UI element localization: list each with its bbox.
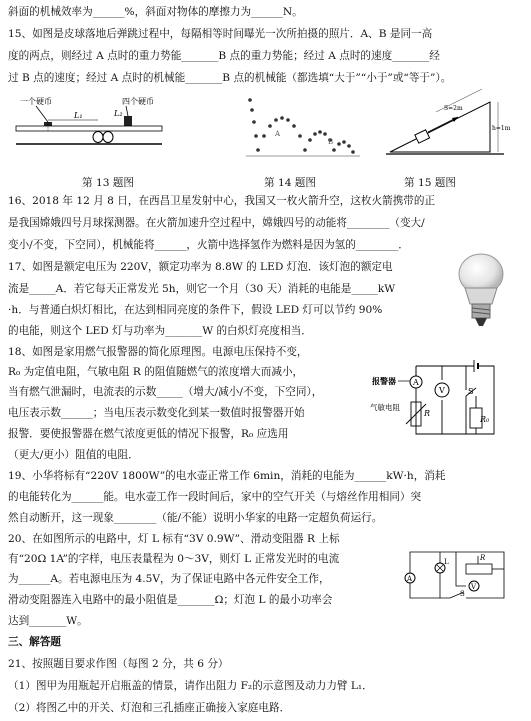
text-line: 电压表示数______；当电压表示数变化到某一数值时报警器开始 [8, 407, 305, 419]
figure-20-circuit [400, 542, 516, 608]
text-line: （1）图甲为用瓶起开启瓶盖的情景，请作出阻力 F₂的示意图及动力力臂 L₁． [8, 680, 373, 692]
text-line: 滑动变阻器连入电路中的最小阻值是_______Ω；灯泡 L 的最小功率会 [8, 594, 333, 606]
text-line: 18、如图是家用燃气报警器的简化原理图。电源电压保持不变， [8, 346, 308, 358]
figure-14-bouncing-ball [242, 92, 362, 164]
svg-text:A: A [413, 378, 419, 387]
text-line: 然自动断开，这一现象________（能/不能）说明小华家的电路一定超负荷运行。 [8, 512, 383, 524]
text-line: 当有燃气泄漏时，电流表的示数_____（增大/减小/不变，下空同）， [8, 386, 323, 398]
text-line: 21、按照题目要求作图（每图 2 分，共 6 分） [8, 658, 229, 670]
text-line: （2）将图乙中的开关、灯泡和三孔插座正确接入家庭电路． [8, 702, 291, 714]
label-gas-sensor: 气敏电阻 [370, 403, 400, 412]
figure-18-gas-alarm-circuit [370, 352, 510, 442]
text-line: 15、如图是皮球落地后弹跳过程中，每隔相等时间曝光一次所拍摄的照片．A、B 是同一高 [8, 28, 433, 40]
svg-text:R: R [480, 554, 486, 562]
svg-text:S: S [460, 590, 465, 598]
fulcrum-left [93, 132, 103, 143]
label-l2: L₂ [114, 109, 123, 118]
text-line: 过 B 点的速度；经过 A 点时的机械能_______B 点的机械能（都选填“大于”“小于”或“等于”）。 [8, 72, 452, 84]
text-line: 度的两点，则经过 A 点时的重力势能_______B 点的重力势能；经过 A 点时的速度_______经 [8, 50, 440, 62]
figure-17-led-bulb [452, 252, 510, 332]
svg-text:R₀: R₀ [480, 415, 490, 424]
text-line: 16、2018 年 12 月 8 日，在西昌卫星发射中心，我国又一枚火箭升空，这枚火箭携带的正 [8, 195, 436, 207]
text-line: ·h．与普通白炽灯相比，在达到相同亮度的条件下，假设 LED 灯可以节约 90% [8, 304, 383, 316]
bulb-tip [475, 318, 487, 326]
caption-fig14: 第 14 题图 [264, 177, 316, 189]
bulb-heatsink [465, 288, 497, 304]
text-line: 有“20Ω 1A”的字样，电压表量程为 0～3V，则灯 L 正常发光时的电流 [8, 553, 340, 565]
coins-right [124, 116, 132, 126]
text-line: （更大/更小）阻值的电阻． [8, 449, 139, 461]
text-line: R₀ 为定值电阻，气敏电阻 R 的阻值随燃气的浓度增大而减小， [8, 366, 304, 378]
text-line: 是我国嫦娥四号月球探测器。在火箭加速升空过程中，嫦娥四号的动能将________（变大/ [8, 217, 425, 229]
text-line: 19、小华将标有“220V 1800W”的电水壶正常工作 6min，消耗的电能为______kW·h，消耗 [8, 470, 446, 482]
lever-bar [16, 126, 162, 131]
caption-fig13: 第 13 题图 [82, 177, 134, 189]
text-line: 流是_____A．若它每天正常发光 5h，则它一个月（30 天）消耗的电能是_____kW [8, 283, 396, 295]
text-line: 的电能，则这个 LED 灯与功率为_______W 的白炽灯亮度相当． [8, 325, 312, 337]
svg-text:B: B [328, 138, 334, 146]
label-four-coins: 四个硬币 [122, 97, 154, 106]
svg-text:V: V [439, 386, 445, 395]
figure-13-lever [14, 92, 164, 162]
label-l1: L₁ [74, 111, 83, 120]
text-line: 为______A。若电源电压为 4.5V，为了保证电路中各元件安全工作， [8, 573, 330, 585]
svg-text:S: S [468, 387, 474, 396]
label-alarm: 报警器 [372, 377, 396, 386]
text-line: 的电能转化为______能。电水壶工作一段时间后，家中的空气开关（与熔丝作用相同）突 [8, 491, 422, 503]
label-s: S=2m [444, 105, 463, 112]
text-line: 变小/不变，下空同），机械能将______，火箭中选择氢作为燃料是因为氢的________． [8, 239, 409, 251]
text-line: 达到_______W。 [8, 615, 88, 627]
svg-text:L: L [444, 558, 449, 566]
text-line: 17、如图是额定电压为 220V，额定功率为 8.8W 的 LED 灯泡．该灯泡的额定电 [8, 261, 393, 273]
text-line: 报警．要使报警器在燃气浓度更低的情况下报警，R₀ 应选用 [8, 428, 289, 440]
svg-text:V: V [471, 583, 477, 591]
svg-text:A: A [275, 130, 281, 138]
figure-15-incline [386, 90, 511, 162]
fulcrum-right [103, 132, 113, 143]
text-line: 斜面的机械效率为______%，斜面对物体的摩擦力为______N。 [8, 6, 303, 18]
caption-fig15: 第 15 题图 [404, 177, 456, 189]
section-heading: 三、解答题 [8, 636, 61, 648]
bulb-screw-base [472, 304, 490, 318]
svg-text:A: A [407, 575, 413, 583]
svg-text:R: R [424, 409, 431, 418]
label-h: h=1m [492, 125, 511, 132]
label-one-coin: 一个硬币 [20, 97, 52, 106]
text-line: 20、在如图所示的电路中，灯 L 标有“3V 0.9W”、滑动变阻器 R 上标 [8, 533, 340, 545]
